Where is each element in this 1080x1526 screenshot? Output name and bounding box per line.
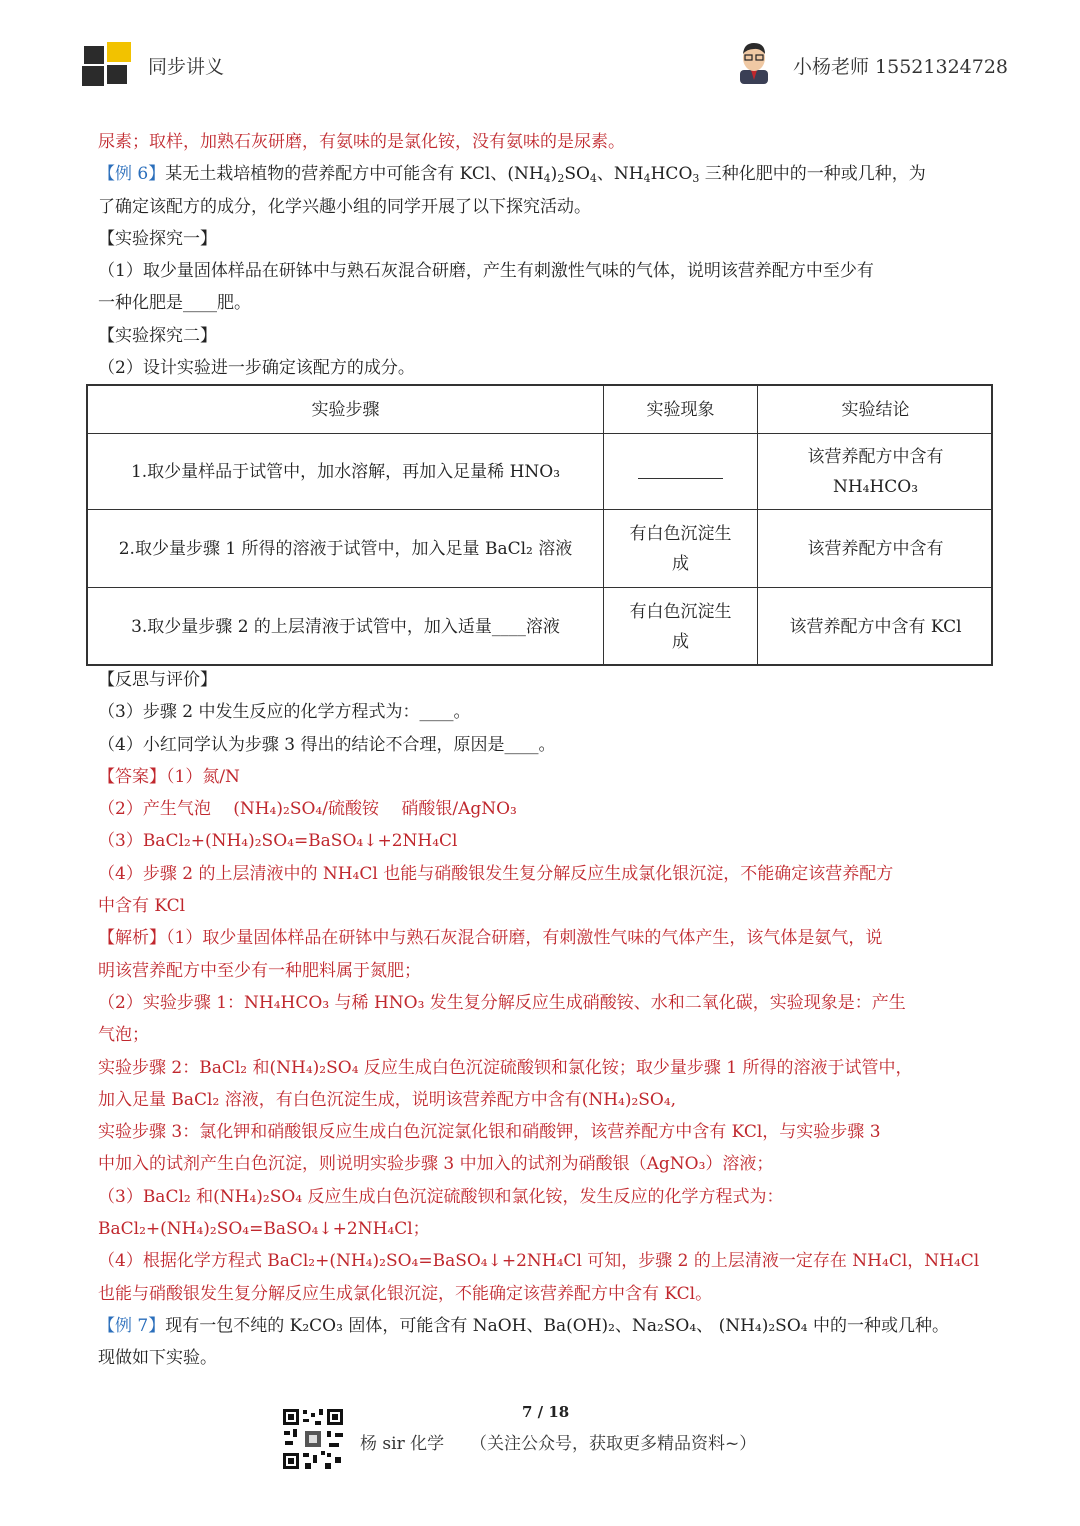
section-heading: 【实验探究二】 — [98, 325, 217, 346]
answer-line: 【答案】（1）氮/N — [98, 766, 240, 787]
analysis-line: BaCl₂+(NH₄)₂SO₄=BaSO₄↓+2NH₄Cl； — [98, 1219, 430, 1240]
table-cell-conclusion: 该营养配方中含有 — [807, 538, 944, 559]
table-cell-conclusion: 该营养配方中含有 KCl — [789, 617, 962, 637]
brand-logo-icon — [82, 42, 134, 88]
analysis-line: （4）根据化学方程式 BaCl₂+(NH₄)₂SO₄=BaSO₄↓+2NH₄Cl 可知，步骤 2 的上层清液一定存在 NH₄Cl，NH₄Cl — [98, 1251, 980, 1272]
table-cell-phenomenon-blank — [604, 434, 757, 509]
answer-line: 中含有 KCl — [98, 896, 186, 917]
section-heading: 【反思与评价】 — [98, 670, 217, 690]
text-line: 了确定该配方的成分，化学兴趣小组的同学开展了以下探究活动。 — [98, 196, 591, 217]
teacher-contact: 小杨老师 15521324728 — [793, 56, 1009, 78]
analysis-tag: 【解析】 — [98, 928, 166, 949]
table-cell-phenomenon: 有白色沉淀生 成 — [629, 602, 732, 652]
analysis-line: 实验步骤 3：氯化钾和硝酸银反应生成白色沉淀氯化银和硝酸钾，该营养配方中含有 KCl，与实验步骤 3 — [98, 1122, 881, 1143]
table-header: 实验现象 — [646, 399, 715, 420]
analysis-line: （2）实验步骤 1：NH₄HCO₃ 与稀 HNO₃ 发生复分解反应生成硝酸铵、水和二氧化碳，实验现象是：产生 — [98, 992, 906, 1013]
example-tag: 【例 7】 — [98, 1315, 166, 1336]
experiment-table — [86, 384, 993, 666]
example-7-line: 【例 7】现有一包不纯的 K₂CO₃ 固体，可能含有 NaOH、Ba(OH)₂、Na₂SO₄、 (NH₄)₂SO₄ 中的一种或几种。 — [98, 1315, 949, 1336]
analysis-line: 【解析】（1）取少量固体样品在研钵中与熟石灰混合研磨，有刺激性气味的气体产生，该气体是氨气，说 — [98, 928, 883, 949]
analysis-line: 气泡； — [98, 1025, 149, 1046]
table-cell-step: 1.取少量样品于试管中，加水溶解，再加入足量稀 HNO₃ — [130, 461, 561, 482]
answer-line: （4）步骤 2 的上层清液中的 NH₄Cl 也能与硝酸银发生复分解反应生成氯化银沉淀，不能确定该营养配方 — [98, 863, 894, 884]
text-line: 现做如下实验。 — [98, 1348, 217, 1369]
text-line: （3）步骤 2 中发生反应的化学方程式为：____。 — [98, 702, 471, 723]
footer-note: （关注公众号，获取更多精品资料~） — [470, 1434, 757, 1454]
table-header: 实验步骤 — [311, 399, 380, 420]
document-body — [98, 126, 988, 384]
table-cell-step: 2.取少量步骤 1 所得的溶液于试管中，加入足量 BaCl₂ 溶液 — [118, 538, 573, 559]
answer-tag: 【答案】 — [98, 766, 166, 787]
analysis-line: 加入足量 BaCl₂ 溶液，有白色沉淀生成，说明该营养配方中含有(NH₄)₂SO₄, — [98, 1089, 677, 1110]
text-line: 尿素；取样，加熟石灰研磨，有氨味的是氯化铵，没有氨味的是尿素。 — [98, 132, 625, 152]
teacher-avatar-icon — [734, 40, 774, 84]
table-cell-conclusion: 该营养配方中含有 NH₄HCO₃ — [807, 446, 944, 497]
text-line: （2）设计实验进一步确定该配方的成分。 — [98, 358, 415, 379]
footer-brand: 杨 sir 化学 — [360, 1434, 445, 1454]
section-heading: 【实验探究一】 — [98, 228, 217, 249]
page-number: 7 / 18 — [522, 1403, 570, 1421]
analysis-line: 明该营养配方中至少有一种肥料属于氮肥； — [98, 960, 421, 981]
analysis-line: 也能与硝酸银发生复分解反应生成氯化银沉淀，不能确定该营养配方中含有 KCl。 — [98, 1283, 713, 1304]
answer-line: （3）BaCl₂+(NH₄)₂SO₄=BaSO₄↓+2NH₄Cl — [98, 831, 458, 852]
analysis-line: 实验步骤 2：BaCl₂ 和(NH₄)₂SO₄ 反应生成白色沉淀硫酸钡和氯化铵；取少量步骤 1 所得的溶液于试管中， — [98, 1057, 913, 1078]
text-line: 一种化肥是____肥。 — [98, 293, 251, 314]
table-cell-step: 3.取少量步骤 2 的上层清液于试管中，加入适量____溶液 — [131, 617, 560, 637]
header-title: 同步讲义 — [148, 56, 225, 78]
document-body-continued — [98, 664, 988, 1375]
text-line: （4）小红同学认为步骤 3 得出的结论不合理，原因是____。 — [98, 734, 556, 755]
table-header: 实验结论 — [841, 399, 910, 420]
analysis-line: （3）BaCl₂ 和(NH₄)₂SO₄ 反应生成白色沉淀硫酸钡和氯化铵，发生反应的化学方程式为： — [98, 1186, 784, 1207]
qr-code-icon — [281, 1407, 345, 1471]
analysis-line: 中加入的试剂产生白色沉淀，则说明实验步骤 3 中加入的试剂为硝酸银（AgNO₃）溶液； — [98, 1154, 774, 1175]
table-cell-phenomenon: 有白色沉淀生 成 — [629, 523, 732, 574]
answer-line: （2）产生气泡 (NH₄)₂SO₄/硫酸铵 硝酸银/AgNO₃ — [98, 799, 517, 820]
example-tag: 【例 6】 — [98, 164, 166, 185]
text-line: （1）取少量固体样品在研钵中与熟石灰混合研磨，产生有刺激性气味的气体，说明该营养配方中至少有 — [98, 261, 874, 282]
example-6-line: 【例 6】某无土栽培植物的营养配方中可能含有 KCl、$(NH_4)_2SO_4$、$NH_4HCO_3$ 三种化肥中的一种或几种，为 — [98, 164, 926, 186]
